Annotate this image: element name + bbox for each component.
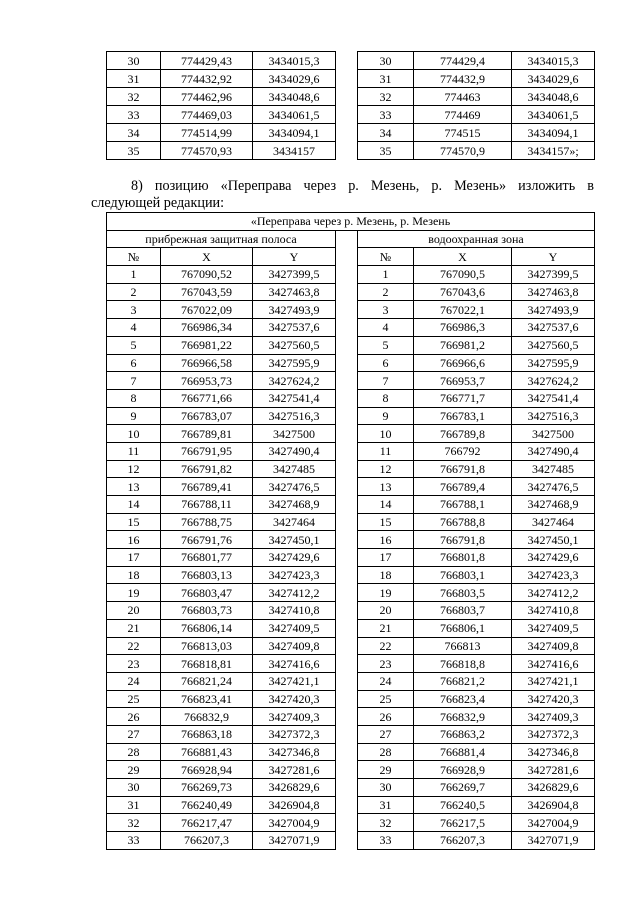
right-y-cell: 3427500: [512, 425, 595, 443]
left-number-cell: 32: [107, 814, 161, 832]
right-y-cell: 3427468,9: [512, 496, 595, 514]
right-y-cell: 3427346,8: [512, 743, 595, 761]
left-x-cell: 766788,11: [161, 496, 253, 514]
left-y-cell: 3427537,6: [253, 319, 336, 337]
left-number-cell: 30: [107, 52, 161, 70]
right-x-cell: 766953,7: [414, 372, 512, 390]
right-number-cell: 31: [358, 796, 414, 814]
left-x-cell: 774514,99: [161, 124, 253, 142]
left-x-cell: 766813,03: [161, 637, 253, 655]
left-x-cell: 766881,43: [161, 743, 253, 761]
left-y-cell: 3427399,5: [253, 266, 336, 284]
left-y-cell: 3427412,2: [253, 584, 336, 602]
right-number-cell: 20: [358, 602, 414, 620]
left-col-x: X: [161, 248, 253, 266]
left-y-cell: 3426904,8: [253, 796, 336, 814]
right-col-x: X: [414, 248, 512, 266]
right-x-cell: 767022,1: [414, 301, 512, 319]
left-number-cell: 4: [107, 319, 161, 337]
left-x-cell: 766801,77: [161, 549, 253, 567]
right-number-cell: 32: [358, 814, 414, 832]
right-x-cell: 766791,8: [414, 460, 512, 478]
right-y-cell: 3427624,2: [512, 372, 595, 390]
right-x-cell: 767043,6: [414, 283, 512, 301]
left-y-cell: 3427421,1: [253, 672, 336, 690]
left-x-cell: 767022,09: [161, 301, 253, 319]
main-table-body: [107, 213, 595, 850]
right-x-cell: 766783,1: [414, 407, 512, 425]
left-x-cell: 766986,34: [161, 319, 253, 337]
paragraph-line-2: следующей редакции:: [91, 195, 225, 211]
right-y-cell: 3434157»;: [512, 142, 595, 160]
right-y-cell: 3434048,6: [512, 88, 595, 106]
right-y-cell: 3434029,6: [512, 70, 595, 88]
left-y-cell: 3427420,3: [253, 690, 336, 708]
zone-header-row: [107, 230, 595, 248]
left-x-cell: 767043,59: [161, 283, 253, 301]
left-y-cell: 3427281,6: [253, 761, 336, 779]
left-y-cell: 3427346,8: [253, 743, 336, 761]
left-x-cell: 766240,49: [161, 796, 253, 814]
left-number-cell: 31: [107, 796, 161, 814]
left-y-cell: 3427541,4: [253, 389, 336, 407]
left-y-cell: 3427476,5: [253, 478, 336, 496]
right-number-cell: 30: [358, 52, 414, 70]
left-y-cell: 3427004,9: [253, 814, 336, 832]
left-x-cell: 766981,22: [161, 336, 253, 354]
right-y-cell: 3427516,3: [512, 407, 595, 425]
right-y-cell: 3427412,2: [512, 584, 595, 602]
right-x-cell: 766269,7: [414, 779, 512, 797]
right-y-cell: 3427450,1: [512, 531, 595, 549]
right-x-cell: 766771,7: [414, 389, 512, 407]
right-x-cell: 766788,1: [414, 496, 512, 514]
right-number-cell: 17: [358, 549, 414, 567]
left-y-cell: 3427500: [253, 425, 336, 443]
left-number-cell: 3: [107, 301, 161, 319]
paragraph-line-1: 8) позицию «Переправа через р. Мезень, р. Мезень» изложить в: [131, 178, 594, 194]
left-number-cell: 34: [107, 124, 161, 142]
left-number-cell: 1: [107, 266, 161, 284]
left-number-cell: 10: [107, 425, 161, 443]
left-x-cell: 766953,73: [161, 372, 253, 390]
right-x-cell: 766881,4: [414, 743, 512, 761]
left-number-cell: 6: [107, 354, 161, 372]
left-y-cell: 3427409,8: [253, 637, 336, 655]
left-x-cell: 766217,47: [161, 814, 253, 832]
right-y-cell: 3427409,8: [512, 637, 595, 655]
left-x-cell: 766863,18: [161, 725, 253, 743]
right-x-cell: 766803,1: [414, 566, 512, 584]
left-y-cell: 3427372,3: [253, 725, 336, 743]
left-x-cell: 767090,52: [161, 266, 253, 284]
right-y-cell: 3427416,6: [512, 655, 595, 673]
right-x-cell: 766789,4: [414, 478, 512, 496]
right-x-cell: 766863,2: [414, 725, 512, 743]
right-number-cell: 22: [358, 637, 414, 655]
right-y-cell: 3427372,3: [512, 725, 595, 743]
right-y-cell: 3427410,8: [512, 602, 595, 620]
left-x-cell: 766823,41: [161, 690, 253, 708]
right-x-cell: 774515: [414, 124, 512, 142]
right-x-cell: 774570,9: [414, 142, 512, 160]
right-number-cell: 23: [358, 655, 414, 673]
left-y-cell: 3427463,8: [253, 283, 336, 301]
right-y-cell: 3427409,5: [512, 619, 595, 637]
table-title: «Переправа через р. Мезень, р. Мезень: [107, 213, 595, 231]
left-y-cell: 3427595,9: [253, 354, 336, 372]
column-gap: [336, 230, 358, 849]
left-number-cell: 13: [107, 478, 161, 496]
right-x-cell: 766217,5: [414, 814, 512, 832]
left-y-cell: 3426829,6: [253, 779, 336, 797]
left-x-cell: 766788,75: [161, 513, 253, 531]
left-number-cell: 25: [107, 690, 161, 708]
left-x-cell: 766789,41: [161, 478, 253, 496]
right-number-cell: 4: [358, 319, 414, 337]
left-y-cell: 3434048,6: [253, 88, 336, 106]
left-x-cell: 774462,96: [161, 88, 253, 106]
right-x-cell: 766801,8: [414, 549, 512, 567]
right-number-cell: 33: [358, 832, 414, 850]
right-number-cell: 18: [358, 566, 414, 584]
left-number-cell: 14: [107, 496, 161, 514]
left-x-cell: 766806,14: [161, 619, 253, 637]
right-zone-header: водоохранная зона: [358, 230, 595, 248]
left-number-cell: 29: [107, 761, 161, 779]
left-y-cell: 3434157: [253, 142, 336, 160]
right-x-cell: 766928,9: [414, 761, 512, 779]
right-x-cell: 766207,3: [414, 832, 512, 850]
left-number-cell: 20: [107, 602, 161, 620]
left-x-cell: 766789,81: [161, 425, 253, 443]
left-number-cell: 28: [107, 743, 161, 761]
left-number-cell: 16: [107, 531, 161, 549]
left-x-cell: 766791,76: [161, 531, 253, 549]
right-number-cell: 28: [358, 743, 414, 761]
left-number-cell: 8: [107, 389, 161, 407]
continuation-table-body: [107, 52, 595, 160]
left-number-cell: 24: [107, 672, 161, 690]
left-y-cell: 3427624,2: [253, 372, 336, 390]
right-x-cell: 766789,8: [414, 425, 512, 443]
right-x-cell: 774429,4: [414, 52, 512, 70]
table-title-row: [107, 213, 595, 231]
right-number-cell: 19: [358, 584, 414, 602]
left-y-cell: 3434094,1: [253, 124, 336, 142]
right-number-cell: 2: [358, 283, 414, 301]
left-x-cell: 766803,47: [161, 584, 253, 602]
left-col-number: №: [107, 248, 161, 266]
right-y-cell: 3427463,8: [512, 283, 595, 301]
right-y-cell: 3427560,5: [512, 336, 595, 354]
left-y-cell: 3427450,1: [253, 531, 336, 549]
left-x-cell: 774432,92: [161, 70, 253, 88]
left-number-cell: 31: [107, 70, 161, 88]
right-y-cell: 3427399,5: [512, 266, 595, 284]
left-x-cell: 766207,3: [161, 832, 253, 850]
right-y-cell: 3427409,3: [512, 708, 595, 726]
left-y-cell: 3427429,6: [253, 549, 336, 567]
right-x-cell: 766803,7: [414, 602, 512, 620]
left-x-cell: 766783,07: [161, 407, 253, 425]
right-number-cell: 29: [358, 761, 414, 779]
left-y-cell: 3427410,8: [253, 602, 336, 620]
left-y-cell: 3434015,3: [253, 52, 336, 70]
right-number-cell: 8: [358, 389, 414, 407]
left-number-cell: 21: [107, 619, 161, 637]
right-y-cell: 3427420,3: [512, 690, 595, 708]
right-number-cell: 9: [358, 407, 414, 425]
right-x-cell: 766791,8: [414, 531, 512, 549]
right-x-cell: 766832,9: [414, 708, 512, 726]
left-number-cell: 22: [107, 637, 161, 655]
right-y-cell: 3434015,3: [512, 52, 595, 70]
right-number-cell: 35: [358, 142, 414, 160]
right-x-cell: 766788,8: [414, 513, 512, 531]
left-number-cell: 30: [107, 779, 161, 797]
right-y-cell: 3427537,6: [512, 319, 595, 337]
left-number-cell: 33: [107, 106, 161, 124]
right-number-cell: 26: [358, 708, 414, 726]
left-x-cell: 766771,66: [161, 389, 253, 407]
right-number-cell: 33: [358, 106, 414, 124]
right-y-cell: 3434061,5: [512, 106, 595, 124]
left-x-cell: 766818,81: [161, 655, 253, 673]
right-x-cell: 766981,2: [414, 336, 512, 354]
left-number-cell: 27: [107, 725, 161, 743]
left-y-cell: 3427409,5: [253, 619, 336, 637]
right-y-cell: 3427493,9: [512, 301, 595, 319]
right-number-cell: 16: [358, 531, 414, 549]
right-number-cell: 21: [358, 619, 414, 637]
right-number-cell: 15: [358, 513, 414, 531]
left-y-cell: 3427560,5: [253, 336, 336, 354]
left-y-cell: 3427071,9: [253, 832, 336, 850]
left-x-cell: 766803,13: [161, 566, 253, 584]
left-number-cell: 33: [107, 832, 161, 850]
right-x-cell: 774463: [414, 88, 512, 106]
left-number-cell: 17: [107, 549, 161, 567]
left-y-cell: 3434061,5: [253, 106, 336, 124]
left-number-cell: 18: [107, 566, 161, 584]
right-x-cell: 766821,2: [414, 672, 512, 690]
right-number-cell: 3: [358, 301, 414, 319]
left-x-cell: 774570,93: [161, 142, 253, 160]
right-x-cell: 766240,5: [414, 796, 512, 814]
coordinates-table-continuation: [106, 51, 595, 160]
right-number-cell: 6: [358, 354, 414, 372]
column-gap: [336, 52, 358, 160]
left-y-cell: 3427464: [253, 513, 336, 531]
left-number-cell: 23: [107, 655, 161, 673]
right-x-cell: 766823,4: [414, 690, 512, 708]
right-col-number: №: [358, 248, 414, 266]
right-number-cell: 14: [358, 496, 414, 514]
coordinates-table-mezen-crossing: [106, 212, 595, 850]
right-number-cell: 11: [358, 442, 414, 460]
right-number-cell: 30: [358, 779, 414, 797]
left-number-cell: 9: [107, 407, 161, 425]
left-number-cell: 32: [107, 88, 161, 106]
left-zone-header: прибрежная защитная полоса: [107, 230, 336, 248]
right-x-cell: 767090,5: [414, 266, 512, 284]
right-x-cell: 766813: [414, 637, 512, 655]
left-y-cell: 3427516,3: [253, 407, 336, 425]
right-x-cell: 766792: [414, 442, 512, 460]
left-number-cell: 11: [107, 442, 161, 460]
right-y-cell: 3427485: [512, 460, 595, 478]
left-number-cell: 26: [107, 708, 161, 726]
left-number-cell: 5: [107, 336, 161, 354]
left-y-cell: 3427493,9: [253, 301, 336, 319]
table-row: [107, 52, 595, 70]
left-number-cell: 2: [107, 283, 161, 301]
right-number-cell: 12: [358, 460, 414, 478]
left-x-cell: 766928,94: [161, 761, 253, 779]
right-x-cell: 766986,3: [414, 319, 512, 337]
left-x-cell: 766821,24: [161, 672, 253, 690]
left-number-cell: 7: [107, 372, 161, 390]
right-y-cell: 3434094,1: [512, 124, 595, 142]
left-x-cell: 766966,58: [161, 354, 253, 372]
right-number-cell: 25: [358, 690, 414, 708]
right-y-cell: 3427541,4: [512, 389, 595, 407]
left-y-cell: 3427416,6: [253, 655, 336, 673]
right-x-cell: 766966,6: [414, 354, 512, 372]
left-x-cell: 766269,73: [161, 779, 253, 797]
left-number-cell: 35: [107, 142, 161, 160]
left-y-cell: 3427423,3: [253, 566, 336, 584]
right-y-cell: 3426829,6: [512, 779, 595, 797]
right-number-cell: 1: [358, 266, 414, 284]
right-number-cell: 31: [358, 70, 414, 88]
right-x-cell: 774469: [414, 106, 512, 124]
right-number-cell: 32: [358, 88, 414, 106]
left-x-cell: 766803,73: [161, 602, 253, 620]
right-y-cell: 3427595,9: [512, 354, 595, 372]
right-y-cell: 3427423,3: [512, 566, 595, 584]
left-number-cell: 15: [107, 513, 161, 531]
right-y-cell: 3427281,6: [512, 761, 595, 779]
right-col-y: Y: [512, 248, 595, 266]
left-y-cell: 3427490,4: [253, 442, 336, 460]
right-y-cell: 3427004,9: [512, 814, 595, 832]
left-x-cell: 774429,43: [161, 52, 253, 70]
right-x-cell: 766818,8: [414, 655, 512, 673]
right-y-cell: 3427490,4: [512, 442, 595, 460]
right-y-cell: 3427421,1: [512, 672, 595, 690]
right-number-cell: 24: [358, 672, 414, 690]
amendment-paragraph: [91, 178, 594, 212]
right-number-cell: 34: [358, 124, 414, 142]
right-x-cell: 766803,5: [414, 584, 512, 602]
left-y-cell: 3427468,9: [253, 496, 336, 514]
right-x-cell: 774432,9: [414, 70, 512, 88]
left-y-cell: 3427485: [253, 460, 336, 478]
right-y-cell: 3426904,8: [512, 796, 595, 814]
right-number-cell: 5: [358, 336, 414, 354]
right-number-cell: 10: [358, 425, 414, 443]
right-y-cell: 3427071,9: [512, 832, 595, 850]
left-y-cell: 3434029,6: [253, 70, 336, 88]
left-y-cell: 3427409,3: [253, 708, 336, 726]
left-x-cell: 766832,9: [161, 708, 253, 726]
right-x-cell: 766806,1: [414, 619, 512, 637]
left-number-cell: 19: [107, 584, 161, 602]
right-y-cell: 3427429,6: [512, 549, 595, 567]
left-x-cell: 766791,95: [161, 442, 253, 460]
left-x-cell: 766791,82: [161, 460, 253, 478]
right-number-cell: 13: [358, 478, 414, 496]
left-col-y: Y: [253, 248, 336, 266]
right-y-cell: 3427464: [512, 513, 595, 531]
right-number-cell: 27: [358, 725, 414, 743]
right-y-cell: 3427476,5: [512, 478, 595, 496]
left-number-cell: 12: [107, 460, 161, 478]
left-x-cell: 774469,03: [161, 106, 253, 124]
right-number-cell: 7: [358, 372, 414, 390]
